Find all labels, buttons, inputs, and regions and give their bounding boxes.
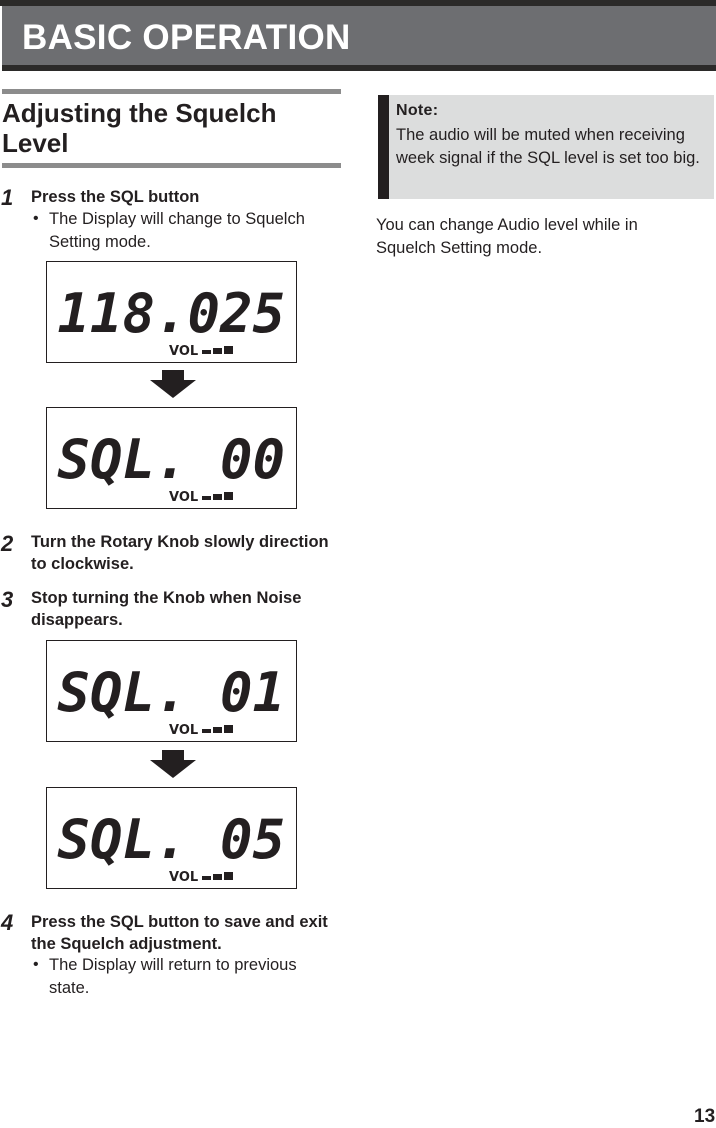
- step-instruction: Press the SQL button to save and exit the Squelch adjustment.: [31, 913, 328, 953]
- body-paragraph: You can change Audio level while in Squelch Setting mode.: [376, 216, 638, 257]
- step-instruction: Press the SQL button: [31, 188, 200, 206]
- note-box: [378, 95, 714, 199]
- lcd-display: [46, 407, 297, 509]
- page-number: 13: [694, 1106, 716, 1127]
- lcd-readout: SQL. 05: [57, 808, 285, 871]
- header-bottom-rule: [2, 65, 716, 71]
- bullet-mark: •: [33, 210, 39, 227]
- vol-label: VOL: [169, 723, 199, 738]
- arrow-down-icon: [150, 370, 196, 398]
- lcd-display: [46, 787, 297, 889]
- vol-bars-icon: [202, 492, 233, 500]
- vol-bars-icon: [202, 346, 233, 354]
- arrow-down-icon: [150, 750, 196, 778]
- section-top-rule: [2, 89, 341, 94]
- header-band: [2, 6, 716, 65]
- vol-label: VOL: [169, 870, 199, 885]
- vol-bars-icon: [202, 725, 233, 733]
- step-number: 1: [1, 185, 14, 210]
- lcd-readout: 118.025: [57, 282, 285, 345]
- lcd-readout: SQL. 01: [57, 661, 285, 724]
- note-text: The audio will be muted when receiving week signal if the SQL level is set too big.: [396, 126, 700, 167]
- step-number: 2: [1, 531, 14, 556]
- step-instruction: Turn the Rotary Knob slowly direction to clockwise.: [31, 533, 329, 573]
- lcd-readout: SQL. 00: [57, 428, 285, 491]
- vol-label: VOL: [169, 344, 199, 359]
- lcd-graphic: [47, 262, 296, 362]
- step-note: The Display will return to previous state.: [49, 956, 297, 997]
- lcd-graphic: [47, 641, 296, 741]
- lcd-display: [46, 261, 297, 363]
- step-instruction: Stop turning the Knob when Noise disappears.: [31, 589, 302, 629]
- page-header-title: BASIC OPERATION: [22, 18, 351, 57]
- note-accent-bar: [378, 95, 389, 199]
- section-title: Adjusting the Squelch Level: [2, 98, 277, 158]
- step-number: 3: [1, 587, 14, 612]
- bullet-mark: •: [33, 956, 39, 973]
- vol-bars-icon: [202, 872, 233, 880]
- note-label: Note:: [396, 102, 439, 119]
- vol-label: VOL: [169, 490, 199, 505]
- lcd-display: [46, 640, 297, 742]
- lcd-graphic: [47, 408, 296, 508]
- lcd-graphic: [47, 788, 296, 888]
- section-bottom-rule: [2, 163, 341, 168]
- step-number: 4: [1, 910, 14, 935]
- step-note: The Display will change to Squelch Setting mode.: [49, 210, 305, 251]
